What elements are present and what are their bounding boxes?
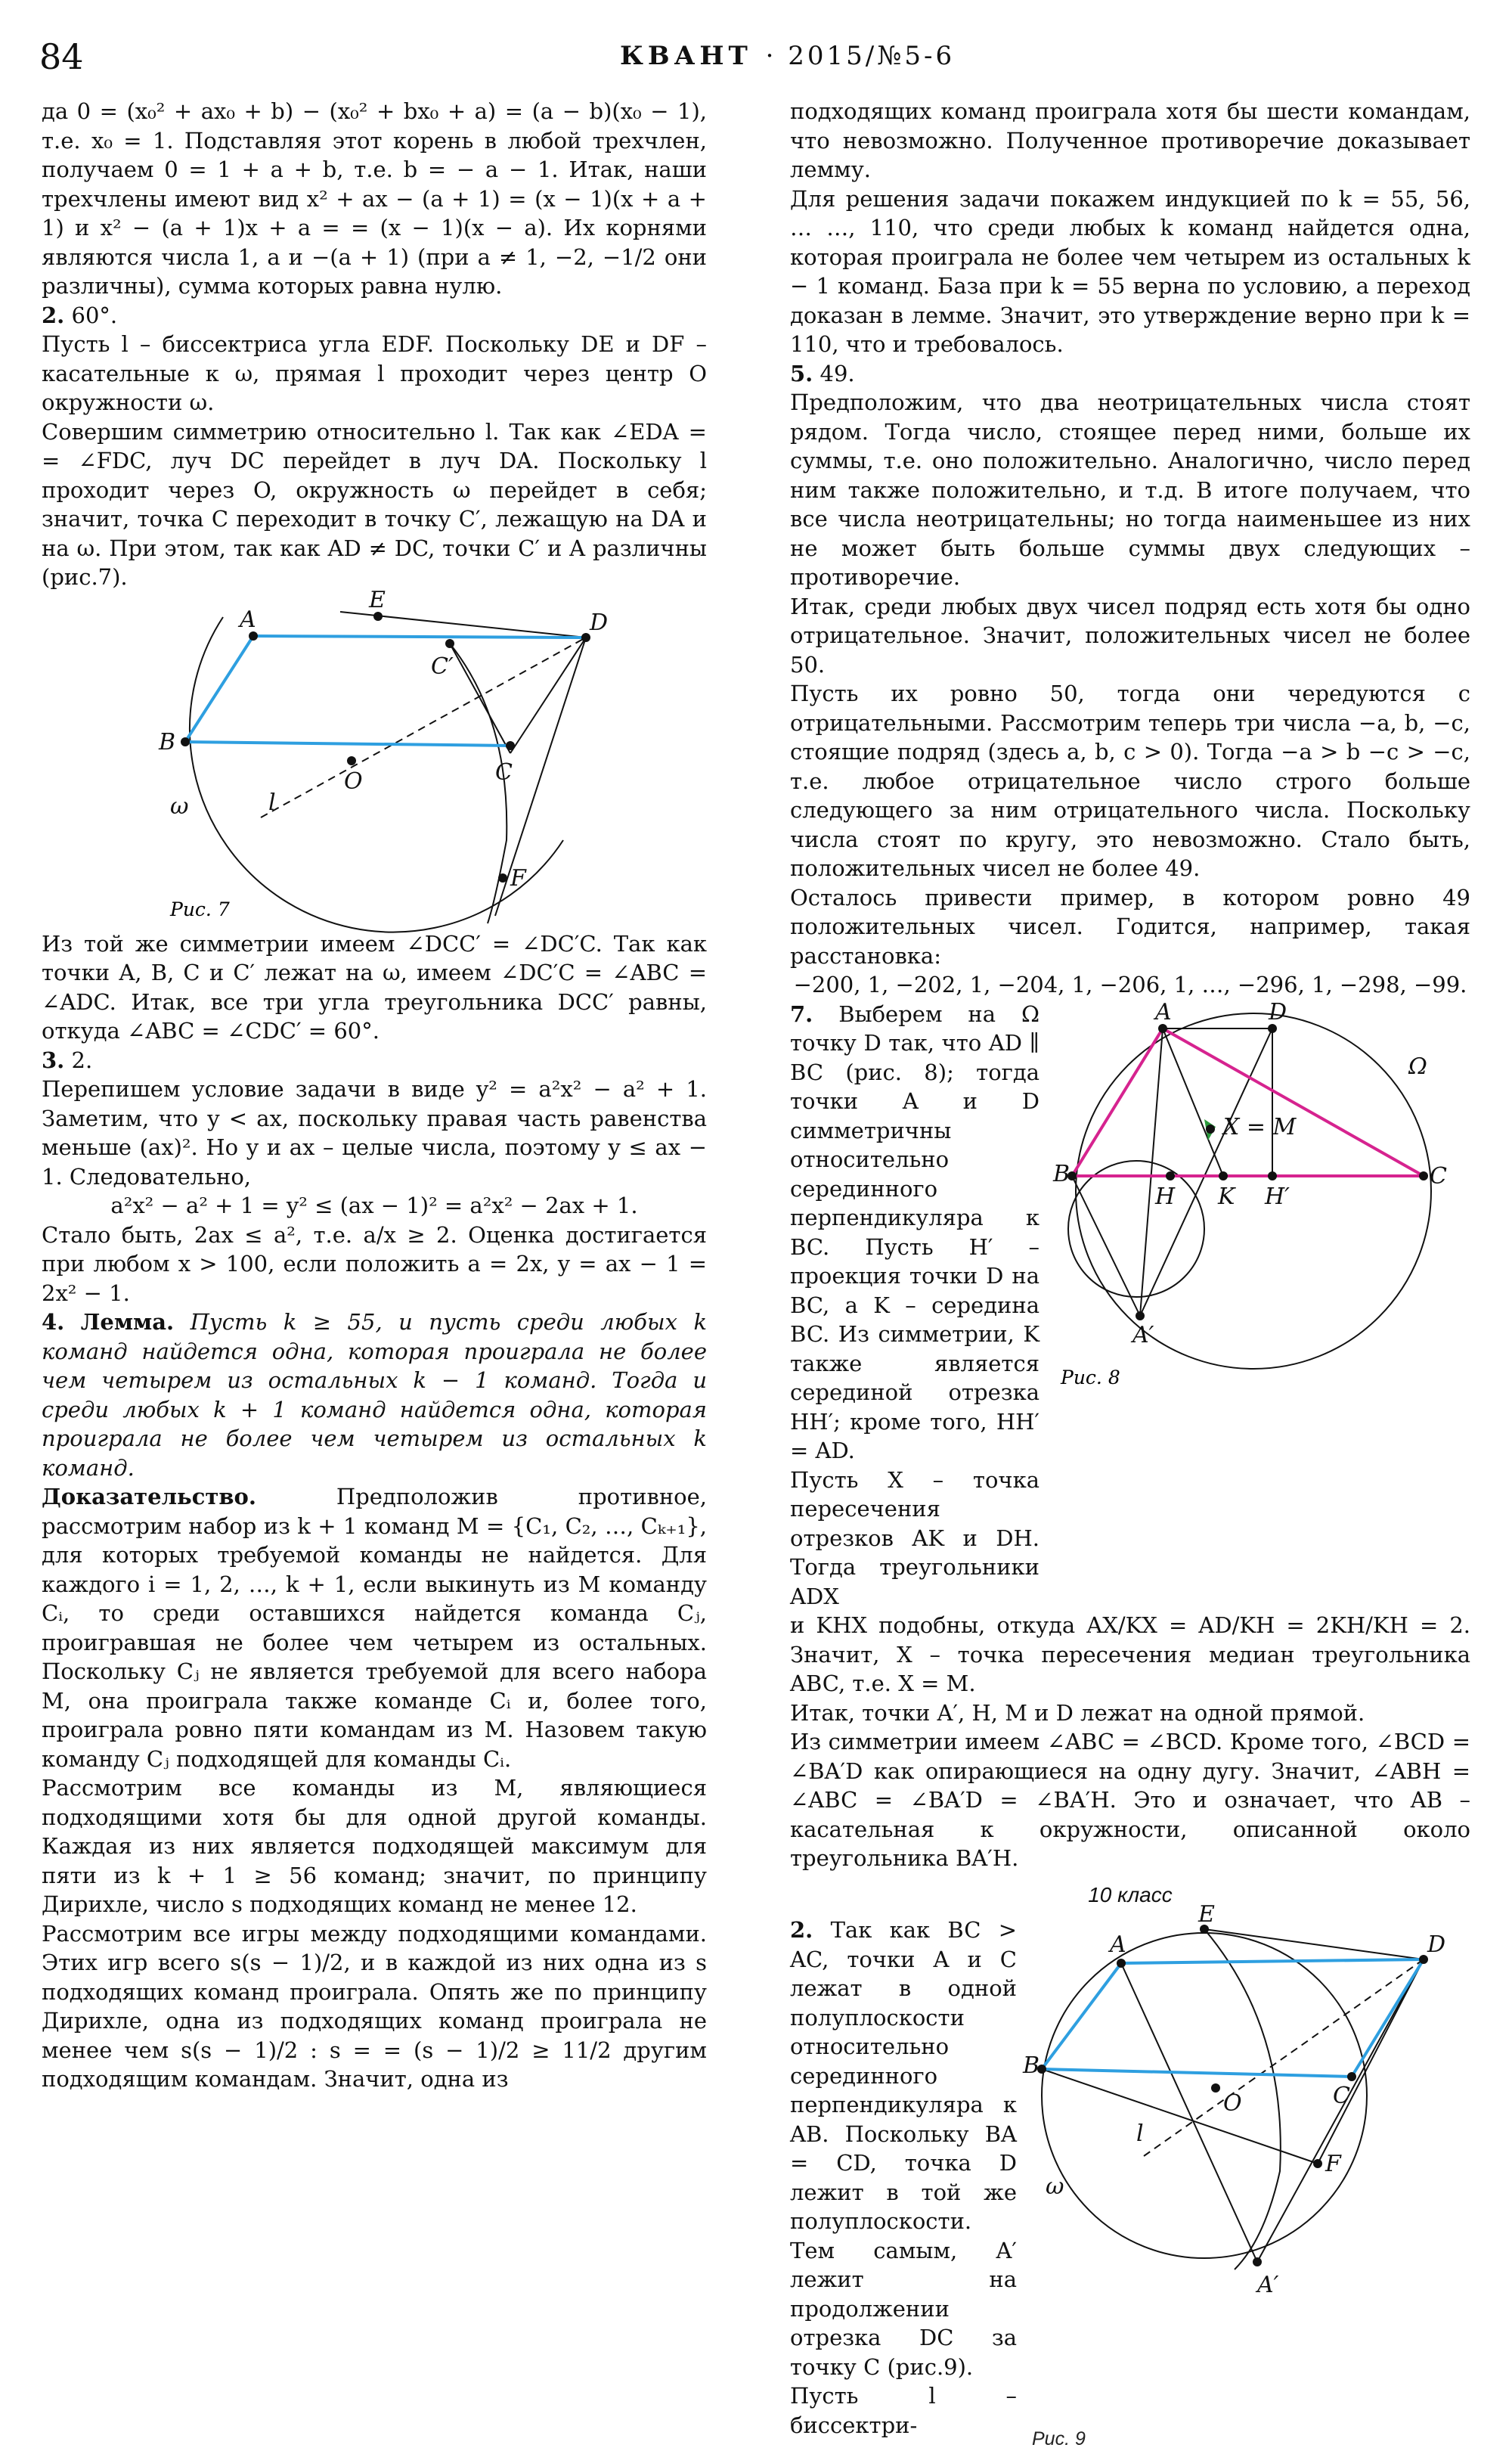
segment-c1-d <box>450 644 510 753</box>
label-k: K <box>1218 1183 1235 1210</box>
paragraph: Пусть X – точка пересечения отрезков AK и DH. Тогда треугольники ADX <box>790 1466 1040 1609</box>
figure-7-caption: Рис. 7 <box>170 898 230 920</box>
point-h1 <box>1268 1171 1277 1180</box>
figure-8-caption: Рис. 8 <box>1061 1366 1120 1388</box>
answer-value: 60°. <box>71 302 118 328</box>
point-a1 <box>1136 1311 1145 1320</box>
label-e: E <box>369 586 386 613</box>
segment-d-c <box>510 638 586 753</box>
label-b: B <box>159 728 176 755</box>
point-f <box>1313 2159 1322 2168</box>
answer-number: 4. <box>42 1309 65 1335</box>
label-omega: ω <box>170 793 189 820</box>
label-f: F <box>1325 2151 1341 2177</box>
point-x <box>1206 1125 1215 1134</box>
point-a <box>1117 1959 1126 1968</box>
label-h1: H′ <box>1265 1183 1290 1210</box>
paragraph: и KHX подобны, откуда AX/KX = AD/KH = 2KH/KH = 2. Значит, X – точка пересечения медиан треугольника ABC, т.е. X = M. <box>790 1612 1470 1696</box>
label-x-m: X = M <box>1223 1113 1297 1140</box>
point-a1 <box>1253 2257 1262 2266</box>
label-a1: A′ <box>1132 1321 1154 1348</box>
paragraph: Итак, точки A′, H, M и D лежат на одной прямой. <box>790 1699 1365 1726</box>
label-l: l <box>1136 2120 1144 2147</box>
point-h <box>1166 1171 1175 1180</box>
answer-number: 3. <box>42 1047 65 1073</box>
label-o: O <box>1223 2090 1242 2117</box>
circle-omega <box>1042 1933 1367 2258</box>
point-c <box>1419 1171 1428 1180</box>
label-c: C <box>495 759 513 786</box>
tangent-de <box>1204 1929 1424 1959</box>
arc-small <box>1204 1929 1281 2269</box>
label-h: H <box>1155 1183 1176 1210</box>
answer-number: 2. <box>42 302 65 328</box>
left-column <box>42 97 707 2094</box>
right-column <box>790 97 1470 2454</box>
figure-9 <box>1023 1901 1454 2300</box>
segment-ad <box>253 636 586 638</box>
magazine-header <box>620 41 955 71</box>
segment-a-k <box>1163 1028 1223 1176</box>
circle-big-omega <box>1076 1013 1431 1369</box>
paragraph: Совершим симметрию относительно l. Так как ∠EDA = = ∠FDC, луч DC перейдет в луч DA. Поскольку l проходит через O, окружность ω перейдет в себя; значит, точка C переходит в точку C′, лежащую на DA и на ω. При этом, так как AD ≠ DC, точки C′ и A различны (рис.7). <box>42 418 707 590</box>
label-d: D <box>590 609 609 636</box>
paragraph: Итак, среди любых двух чисел подряд есть хотя бы одно отрицательное. Значит, положительных чисел не более 50. <box>790 593 1470 678</box>
answer-number: 7. <box>790 1001 813 1027</box>
label-omega-big: Ω <box>1408 1053 1427 1080</box>
label-o: O <box>344 768 363 795</box>
circle-small <box>1068 1161 1204 1297</box>
page-number: 84 <box>39 36 84 77</box>
grade-10-problem-2-block <box>790 1901 1470 2440</box>
answer-value: 2. <box>71 1047 93 1073</box>
answer-2-heading <box>42 301 707 330</box>
label-c: C <box>1333 2083 1350 2109</box>
paragraph: Пусть их ровно 50, тогда они чередуются с отрицательными. Рассмотрим теперь три числа −a, b, −c, стоящие подряд (здесь a, b, c > 0). Тогда −a > b −c > −c, т.е. любое отрицательное число строго больше следующего за ним отрицательного числа. Поскольку числа стоят по кругу, это невозможно. Стало быть, положительных чисел не более 49. <box>790 681 1470 881</box>
label-f: F <box>510 864 526 892</box>
label-e: E <box>1198 1901 1215 1928</box>
point-c <box>506 741 515 750</box>
paragraph: Из симметрии имеем ∠ABC = ∠BCD. Кроме того, ∠BCD = ∠BA′D как опирающиеся на одну дугу. Значит, ∠ABH = ∠ABC = ∠BA′D = ∠BA′H. Это и означает, что AB – касательная к окружности, описанной около треугольника BA′H. <box>790 1729 1470 1871</box>
problem-7-block <box>790 1000 1470 1612</box>
label-a: A <box>240 606 256 633</box>
problem-7-text <box>790 1000 1040 1612</box>
segment-d-a1 <box>1257 1959 1424 2262</box>
lemma-text: Пусть k ≥ 55, и пусть среди любых k команд найдется одна, которая проиграла не более чем четырем из остальных k − 1 команд. Тогда и среди любых k + 1 команд найдется одна, которая проиграла не более чем четырем из остальных k команд. <box>42 1309 708 1481</box>
grade-10-problem-2-text <box>790 1916 1017 2440</box>
figure-9-caption: Рис. 9 <box>1032 2428 1086 2449</box>
paragraph: Так как BC > AC, точки A и C лежат в одной полуплоскости относительно серединного перпендикуляра к AB. Поскольку BA = CD, точка D лежит в той же полуплоскости. Тем самым, A′ лежит на продолжении отрезка DC за точку C (рис.9). <box>790 1917 1018 2380</box>
segment-ab <box>185 636 253 742</box>
answer-3-heading <box>42 1046 707 1075</box>
magazine-title: КВАНТ <box>620 41 752 71</box>
paragraph: Рассмотрим все игры между подходящими командами. Этих игр всего s(s − 1)/2, и в каждой из них одна из s подходящих команд проиграла. Опять же по принципу Дирихле, одна из подходящих команд проиграла не менее чем s(s − 1)/2 : s = = (s − 1)/2 ≥ 11/2 другим подходящим командам. Значит, одна из <box>42 1920 707 2092</box>
answer-5-heading <box>790 359 1470 389</box>
paragraph: Предположим, что два неотрицательных числа стоят рядом. Тогда число, стоящее перед ними, больше их суммы, т.е. оно положительно. Аналогично, число перед ним также положительно, и т.д. В итоге получаем, что все числа неотрицательны; но тогда наименьшее из них не может быть больше суммы двух следующих – противоречие. <box>790 389 1470 590</box>
grade-heading: 10 класс <box>1088 1882 1173 1906</box>
lemma-paragraph <box>42 1308 707 1482</box>
paragraph: Выберем на Ω точку D так, что AD ∥ BC (рис. 8); тогда точки A и D симметричны относительно серединного перпендикуляра к BC. Пусть H′ – проекция точки D на BC, а K – середина BC. Из симметрии, K также является серединой отрезка HH′; кроме того, HH′ = AD. <box>790 1001 1040 1463</box>
figure-8 <box>1053 998 1461 1399</box>
answer-value: 49. <box>820 360 855 386</box>
number-sequence: −200, 1, −202, 1, −204, 1, −206, 1, …, −296, 1, −298, −99. <box>793 972 1467 997</box>
segment-ab <box>1072 1028 1163 1176</box>
segment-bc <box>1042 2069 1352 2077</box>
paragraph: Для решения задачи покажем индукцией по k = 55, 56, … …, 110, что среди любых k команд найдется одна, которая проиграла не более чем четырем из остальных k − 1 команд. База при k = 55 верна по условию, а переход доказан в лемме. Значит, это утверждение верно при k = 110, что и требовалось. <box>790 185 1470 357</box>
segment-cd <box>1352 1959 1424 2077</box>
point-k <box>1219 1171 1228 1180</box>
point-f <box>498 873 507 883</box>
segment-ad <box>1121 1959 1424 1963</box>
answer-number: 2. <box>790 1917 813 1943</box>
issue-label: · 2015/№5-6 <box>765 41 956 71</box>
segment-b-f <box>1042 2069 1318 2164</box>
point-o <box>347 756 356 765</box>
segment-bc <box>185 742 510 746</box>
proof-label: Доказательство. <box>42 1484 256 1509</box>
label-b: B <box>1053 1160 1070 1187</box>
label-a: A <box>1110 1931 1126 1958</box>
point-o <box>1211 2083 1220 2093</box>
bisector-l <box>261 638 586 817</box>
proof-text: Предположив противное, рассмотрим набор из k + 1 команд M = {C₁, C₂, …, Cₖ₊₁}, для которых требуемой команды не найдется. Для каждого i = 1, 2, …, k + 1, если выкинуть из M команду Cᵢ, то среди оставшихся найдется команда Cⱼ, проигравшая не более чем четырем из остальных. Поскольку Cⱼ не является требуемой для всего набора M, она проиграла также команде Cᵢ и, более того, проиграла ровно пяти командам из M. Назовем такую команду Cⱼ подходящей для команды Cᵢ. <box>42 1484 707 1772</box>
answer-number: 5. <box>790 360 813 386</box>
label-l: l <box>268 789 276 816</box>
label-d: D <box>1269 998 1287 1025</box>
paragraph: да 0 = (x₀² + ax₀ + b) − (x₀² + bx₀ + a) = (a − b)(x₀ − 1), т.е. x₀ = 1. Подставляя этот корень в любой трехчлен, получаем 0 = 1 + a + b, т.е. b = − a − 1. Итак, наши трехчлены имеют вид x² + ax − (a + 1) = (x − 1)(x + a + 1) и x² − (a + 1)x + a = = (x − 1)(x − a). Их корнями являются числа 1, a и −(a + 1) (при a ≠ 1, −2, −1/2 они различны), сумма которых равна нулю. <box>42 98 707 299</box>
segment-ab <box>1042 1963 1121 2069</box>
label-c1: C′ <box>431 653 454 680</box>
paragraph: Осталось привести пример, в котором ровно 49 положительных чисел. Годится, например, такая расстановка: <box>790 884 1470 969</box>
label-c: C <box>1430 1162 1447 1190</box>
lemma-label: Лемма. <box>80 1309 175 1335</box>
label-omega: ω <box>1046 2173 1064 2200</box>
segment-ac <box>1163 1028 1424 1176</box>
figure-7 <box>42 586 707 923</box>
bisector-l <box>1144 1959 1424 2156</box>
label-b: B <box>1023 2052 1040 2079</box>
label-a1: A′ <box>1257 2272 1279 2298</box>
equation: a²x² − a² + 1 = y² ≤ (ax − 1)² = a²x² − 2ax + 1. <box>110 1193 638 1218</box>
point-c1 <box>445 639 454 648</box>
point-b <box>181 737 190 746</box>
paragraph: подходящих команд проиграла хотя бы шести командам, что невозможно. Полученное противоречие доказывает лемму. <box>790 98 1470 182</box>
paragraph: Из той же симметрии имеем ∠DCC′ = ∠DC′C. Так как точки A, B, C и C′ лежат на ω, имеем ∠DC′C = ∠ABC = ∠ADC. Итак, все три угла треугольника DCC′ равны, откуда ∠ABC = ∠CDC′ = 60°. <box>42 930 707 1044</box>
tangent-df <box>1318 1959 1424 2164</box>
paragraph: Пусть l – биссектри- <box>790 2383 1017 2438</box>
proof-paragraph <box>42 1482 707 1773</box>
paragraph: Стало быть, 2ax ≤ a², т.е. a/x ≥ 2. Оценка достигается при любом x > 100, если положить a = 2x, y = ax − 1 = 2x² − 1. <box>42 1221 708 1306</box>
segment-b-a1 <box>1072 1176 1140 1316</box>
paragraph: Пусть l – биссектриса угла EDF. Поскольку DE и DF – касательные к ω, прямая l проходит через центр O окружности ω. <box>42 331 707 415</box>
label-d: D <box>1427 1931 1446 1958</box>
paragraph: Рассмотрим все команды из M, являющиеся подходящими хотя бы для одной другой команды. Каждая из них является подходящей максимум для пяти из k + 1 ≥ 56 команд; значит, по принципу Дирихле, число s подходящих команд не менее 12. <box>42 1775 707 1917</box>
paragraph: Перепишем условие задачи в виде y² = a²x² − a² + 1. Заметим, что y < ax, поскольку правая часть равенства меньше (ax)². Но y и ax – целые числа, поэтому y ≤ ax − 1. Следовательно, <box>42 1076 707 1190</box>
point-c <box>1347 2072 1356 2081</box>
label-a: A <box>1155 998 1172 1025</box>
